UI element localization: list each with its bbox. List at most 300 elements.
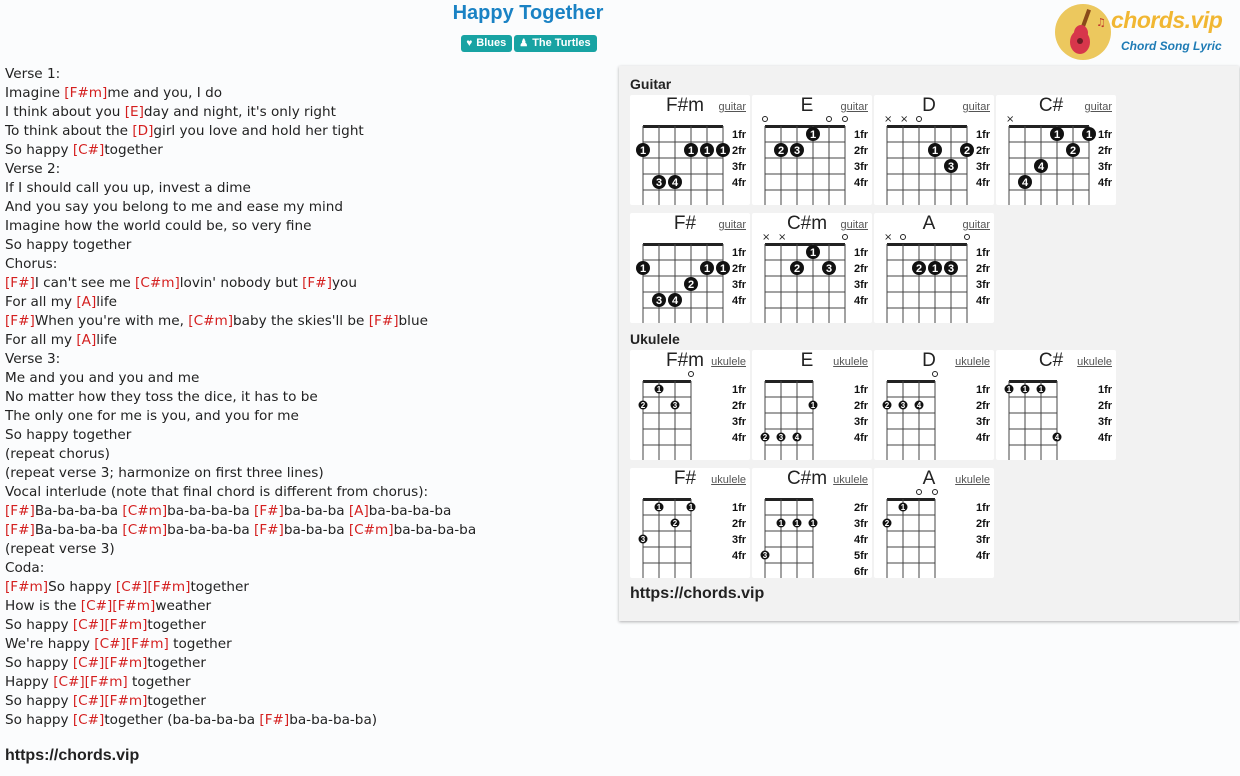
finger-number: 1 xyxy=(639,263,647,275)
chord-link[interactable]: [C#m] xyxy=(122,503,168,519)
lyric-text: together xyxy=(190,579,249,595)
lyric-line xyxy=(5,350,615,369)
lyric-text: To think about the xyxy=(5,123,133,139)
fret-number-label: 3fr xyxy=(854,416,869,428)
chord-link[interactable]: [C#][F#m] xyxy=(72,693,148,709)
fret-number-label: 4fr xyxy=(732,432,747,444)
fret-number-label: 1fr xyxy=(976,129,991,141)
chord-name: D xyxy=(922,350,936,371)
chord-link[interactable]: [C#][F#m] xyxy=(94,636,169,652)
finger-number: 1 xyxy=(778,519,784,528)
lyric-line xyxy=(5,711,615,730)
lyric-text: No matter how they toss the dice, it has to be xyxy=(5,389,318,405)
lyric-text: life xyxy=(96,332,117,348)
lyric-text: And you say you belong to me and ease my mind xyxy=(5,199,344,215)
lyric-line xyxy=(5,464,615,483)
fret-number-label: 1fr xyxy=(854,247,869,259)
lyric-text: Verse 1: xyxy=(5,66,61,82)
finger-number: 1 xyxy=(1006,385,1012,394)
lyric-text: Vocal interlude (note that final chord is different from chorus): xyxy=(5,484,429,500)
fret-number-label: 4fr xyxy=(854,534,869,546)
finger-number: 1 xyxy=(703,145,711,157)
fret-number-label: 2fr xyxy=(854,502,869,514)
lyric-text: Verse 3: xyxy=(5,351,61,367)
lyric-text: Happy xyxy=(5,674,54,690)
finger-number: 1 xyxy=(703,263,711,275)
lyric-text: So happy xyxy=(5,655,73,671)
fret-number-label: 4fr xyxy=(854,295,869,307)
instrument-link[interactable]: guitar xyxy=(718,101,746,113)
chord-name: F# xyxy=(673,213,697,234)
chord-link[interactable]: [D] xyxy=(132,123,154,139)
ukulele-section-heading: Ukulele xyxy=(630,331,680,347)
chord-link[interactable]: [C#m] xyxy=(188,313,234,329)
fret-number-label: 2fr xyxy=(976,145,991,157)
genre-tag-label: Blues xyxy=(476,37,507,49)
lyric-text: weather xyxy=(155,598,212,614)
fret-number-label: 5fr xyxy=(854,550,869,562)
finger-number: 1 xyxy=(688,503,694,512)
ukulele-chord-card[interactable] xyxy=(630,468,750,578)
chord-link[interactable]: [C#m] xyxy=(122,522,168,538)
chord-name: C# xyxy=(1038,95,1064,116)
finger-number: 1 xyxy=(931,145,939,157)
finger-number: 4 xyxy=(794,433,800,442)
site-url-panel[interactable]: https://chords.vip xyxy=(630,585,765,602)
lyric-text: For all my xyxy=(5,294,77,310)
fret-number-label: 3fr xyxy=(854,161,869,173)
song-tags xyxy=(0,35,1058,52)
instrument-link[interactable]: ukulele xyxy=(711,356,746,368)
muted-string-marker: × xyxy=(762,232,771,243)
finger-number: 4 xyxy=(1054,433,1060,442)
finger-number: 3 xyxy=(778,433,784,442)
fret-number-label: 1fr xyxy=(976,384,991,396)
chord-name: F# xyxy=(673,468,697,489)
open-string-marker xyxy=(843,117,848,122)
instrument-link[interactable]: ukulele xyxy=(955,356,990,368)
lyric-text: Chorus: xyxy=(5,256,58,272)
chord-link[interactable]: [A] xyxy=(76,294,97,310)
fret-number-label: 3fr xyxy=(854,518,869,530)
lyric-line xyxy=(5,369,615,388)
finger-number: 3 xyxy=(825,263,833,275)
site-logo[interactable] xyxy=(1053,3,1233,63)
lyric-line xyxy=(5,597,615,616)
ukulele-chord-card[interactable] xyxy=(630,350,750,460)
ukulele-chord-card[interactable] xyxy=(752,468,872,578)
fret-number-label: 2fr xyxy=(1098,145,1113,157)
fret-number-label: 3fr xyxy=(976,534,991,546)
finger-number: 2 xyxy=(672,519,678,528)
fret-number-label: 2fr xyxy=(732,518,747,530)
fret-number-label: 3fr xyxy=(976,416,991,428)
finger-number: 2 xyxy=(762,433,768,442)
fretboard-diagram xyxy=(630,213,750,323)
fretboard-diagram xyxy=(630,95,750,205)
lyric-text: me and you, I do xyxy=(107,85,223,101)
chord-link[interactable]: [F#] xyxy=(254,522,284,538)
lyric-line xyxy=(5,407,615,426)
muted-string-marker: × xyxy=(884,114,893,125)
lyric-text: together xyxy=(147,655,206,671)
finger-number: 3 xyxy=(640,535,646,544)
finger-number: 1 xyxy=(1053,129,1061,141)
chord-name: D xyxy=(922,95,936,116)
finger-number: 3 xyxy=(793,145,801,157)
finger-number: 3 xyxy=(655,177,663,189)
lyric-text: So happy together xyxy=(5,237,132,253)
fretboard-diagram xyxy=(874,213,994,323)
lyric-text: If I should call you up, invest a dime xyxy=(5,180,251,196)
chord-name: C#m xyxy=(786,468,828,489)
lyric-text: ba-ba-ba-ba xyxy=(368,503,452,519)
lyric-text: Verse 2: xyxy=(5,161,61,177)
finger-number: 2 xyxy=(884,519,890,528)
finger-number: 2 xyxy=(793,263,801,275)
fret-number-label: 2fr xyxy=(976,518,991,530)
lyric-text: together xyxy=(147,693,206,709)
fretboard-diagram xyxy=(874,350,994,460)
lyric-line xyxy=(5,502,615,521)
fret-number-label: 1fr xyxy=(1098,129,1113,141)
finger-number: 1 xyxy=(719,263,727,275)
finger-number: 3 xyxy=(947,263,955,275)
lyric-line xyxy=(5,635,615,654)
open-string-marker xyxy=(917,117,922,122)
finger-number: 1 xyxy=(656,503,662,512)
fretboard-diagram xyxy=(752,350,872,460)
chord-link[interactable]: [C#m] xyxy=(135,275,180,291)
open-string-marker xyxy=(917,490,922,495)
fret-number-label: 2fr xyxy=(854,263,869,275)
lyric-text: (repeat verse 3; harmonize on first three lines) xyxy=(5,465,324,481)
chord-link[interactable]: [C#][F#m] xyxy=(72,617,148,633)
fret-number-label: 3fr xyxy=(854,279,869,291)
finger-number: 3 xyxy=(900,401,906,410)
fret-number-label: 2fr xyxy=(854,145,869,157)
finger-number: 3 xyxy=(762,551,768,560)
fret-number-label: 1fr xyxy=(732,129,747,141)
fret-number-label: 4fr xyxy=(1098,177,1113,189)
finger-number: 1 xyxy=(1038,385,1044,394)
guitar-chord-card[interactable] xyxy=(630,95,750,205)
fret-number-label: 1fr xyxy=(976,502,991,514)
fret-number-label: 2fr xyxy=(854,400,869,412)
site-url-footer[interactable]: https://chords.vip xyxy=(5,747,140,764)
chord-name: E xyxy=(800,95,814,116)
instrument-link[interactable]: ukulele xyxy=(833,474,868,486)
finger-number: 2 xyxy=(963,145,971,157)
lyric-line xyxy=(5,388,615,407)
chord-link[interactable]: [F#] xyxy=(5,503,35,519)
finger-number: 3 xyxy=(672,401,678,410)
muted-string-marker: × xyxy=(1006,114,1015,125)
fret-number-label: 2fr xyxy=(976,400,991,412)
lyric-text: life xyxy=(96,294,117,310)
chord-link[interactable]: [C#][F#m] xyxy=(80,598,156,614)
fret-number-label: 4fr xyxy=(732,550,747,562)
finger-number: 2 xyxy=(687,279,695,291)
fret-number-label: 2fr xyxy=(1098,400,1113,412)
fret-number-label: 4fr xyxy=(976,177,991,189)
lyric-text: So happy xyxy=(48,579,116,595)
instrument-link[interactable]: ukulele xyxy=(955,474,990,486)
lyric-text: together (ba-ba-ba-ba xyxy=(104,712,260,728)
lyric-line xyxy=(5,160,615,179)
guitar-chord-card[interactable] xyxy=(996,95,1116,205)
heart-icon: ♥ xyxy=(466,38,473,49)
fret-number-label: 4fr xyxy=(976,432,991,444)
ukulele-chord-card[interactable] xyxy=(874,468,994,578)
lyric-line xyxy=(5,236,615,255)
logo-subtitle: Chord Song Lyric xyxy=(1121,39,1222,53)
lyric-line xyxy=(5,540,615,559)
lyric-text: When you're with me, xyxy=(34,313,189,329)
lyric-text: Ba-ba-ba-ba xyxy=(34,522,123,538)
lyric-text: ba-ba-ba xyxy=(283,522,349,538)
guitar-section-heading: Guitar xyxy=(630,76,672,92)
lyric-text: So happy xyxy=(5,617,73,633)
chord-link[interactable]: [C#][F#m] xyxy=(53,674,128,690)
chord-link[interactable]: [F#] xyxy=(302,275,332,291)
fretboard-diagram xyxy=(996,95,1116,205)
open-string-marker xyxy=(843,235,848,240)
fret-number-label: 1fr xyxy=(732,384,747,396)
finger-number: 2 xyxy=(915,263,923,275)
open-string-marker xyxy=(933,372,938,377)
fret-number-label: 1fr xyxy=(854,129,869,141)
lyric-text: together xyxy=(168,636,232,652)
lyric-line xyxy=(5,65,615,84)
lyric-text: How is the xyxy=(5,598,81,614)
artist-tag-label: The Turtles xyxy=(532,37,591,49)
fret-number-label: 1fr xyxy=(976,247,991,259)
finger-number: 2 xyxy=(777,145,785,157)
lyric-line xyxy=(5,426,615,445)
fretboard-diagram xyxy=(874,95,994,205)
lyric-text: (repeat verse 3) xyxy=(5,541,115,557)
lyrics-body xyxy=(5,65,615,730)
lyric-text: The only one for me is you, and you for me xyxy=(5,408,299,424)
lyric-text: So happy together xyxy=(5,427,132,443)
guitar-chord-card[interactable] xyxy=(752,213,872,323)
lyric-line xyxy=(5,103,615,122)
lyric-text: together xyxy=(147,617,206,633)
lyric-text: blue xyxy=(398,313,428,329)
lyric-text: For all my xyxy=(5,332,77,348)
chord-diagram-panel xyxy=(619,66,1239,621)
instrument-link[interactable]: ukulele xyxy=(833,356,868,368)
instrument-link[interactable]: ukulele xyxy=(711,474,746,486)
guitar-logo-icon xyxy=(1055,4,1111,60)
finger-number: 4 xyxy=(671,295,679,307)
chord-link[interactable]: [F#m] xyxy=(5,579,49,595)
lyric-text: Imagine how the world could be, so very fine xyxy=(5,218,312,234)
chord-link[interactable]: [F#] xyxy=(5,275,35,291)
fret-number-label: 3fr xyxy=(732,534,747,546)
chord-link[interactable]: [A] xyxy=(348,503,369,519)
guitar-chord-card[interactable] xyxy=(630,213,750,323)
chord-link[interactable]: [F#] xyxy=(368,313,399,329)
fret-number-label: 3fr xyxy=(1098,161,1113,173)
fretboard-diagram xyxy=(630,350,750,460)
lyric-line xyxy=(5,217,615,236)
ukulele-chord-card[interactable] xyxy=(874,350,994,460)
lyric-text: together xyxy=(104,142,163,158)
chord-link[interactable]: [F#] xyxy=(5,522,35,538)
chord-name: F#m xyxy=(666,95,704,116)
instrument-link[interactable]: guitar xyxy=(718,219,746,231)
finger-number: 1 xyxy=(794,519,800,528)
lyric-line xyxy=(5,445,615,464)
instrument-link[interactable]: guitar xyxy=(840,219,868,231)
finger-number: 4 xyxy=(916,401,922,410)
open-string-marker xyxy=(933,490,938,495)
fretboard-diagram xyxy=(752,213,872,323)
fret-number-label: 1fr xyxy=(732,247,747,259)
finger-number: 2 xyxy=(640,401,646,410)
ukulele-chord-card[interactable] xyxy=(996,350,1116,460)
finger-number: 1 xyxy=(1022,385,1028,394)
chord-link[interactable]: [C#] xyxy=(72,712,105,728)
fret-number-label: 4fr xyxy=(732,177,747,189)
finger-number: 1 xyxy=(900,503,906,512)
instrument-link[interactable]: ukulele xyxy=(1077,356,1112,368)
chord-name: C#m xyxy=(786,213,828,234)
guitar-chord-card[interactable] xyxy=(874,213,994,323)
fret-number-label: 4fr xyxy=(854,177,869,189)
lyric-text: ba-ba-ba-ba xyxy=(167,522,255,538)
ukulele-chord-card[interactable] xyxy=(752,350,872,460)
fretboard-diagram xyxy=(874,468,994,578)
lyric-line xyxy=(5,122,615,141)
lyric-text: you xyxy=(331,275,357,291)
lyric-text: Coda: xyxy=(5,560,45,576)
open-string-marker xyxy=(965,235,970,240)
fret-number-label: 3fr xyxy=(732,161,747,173)
chord-link[interactable]: [C#][F#m] xyxy=(72,655,148,671)
lyric-line xyxy=(5,312,615,331)
finger-number: 1 xyxy=(687,145,695,157)
open-string-marker xyxy=(689,372,694,377)
open-string-marker xyxy=(763,117,768,122)
guitar-chord-card[interactable] xyxy=(752,95,872,205)
lyric-line xyxy=(5,293,615,312)
lyric-line xyxy=(5,616,615,635)
finger-number: 1 xyxy=(809,247,817,259)
lyric-line xyxy=(5,255,615,274)
lyric-line xyxy=(5,274,615,293)
lyric-text: So happy xyxy=(5,693,73,709)
open-string-marker xyxy=(901,235,906,240)
chord-name: F#m xyxy=(666,350,704,371)
lyric-text: So happy xyxy=(5,142,73,158)
lyric-text: Imagine xyxy=(5,85,65,101)
instrument-link[interactable]: guitar xyxy=(962,219,990,231)
lyric-line xyxy=(5,141,615,160)
fret-number-label: 1fr xyxy=(854,384,869,396)
lyric-text: ba-ba-ba-ba) xyxy=(289,712,378,728)
fret-number-label: 1fr xyxy=(1098,384,1113,396)
lyric-line xyxy=(5,84,615,103)
fret-number-label: 3fr xyxy=(732,416,747,428)
logo-text: chords.vip xyxy=(1111,7,1223,33)
finger-number: 1 xyxy=(810,401,816,410)
instrument-link[interactable]: guitar xyxy=(962,101,990,113)
chord-link[interactable]: [A] xyxy=(76,332,97,348)
chord-link[interactable]: [F#] xyxy=(5,313,35,329)
finger-number: 4 xyxy=(671,177,679,189)
artist-tag[interactable] xyxy=(514,35,596,52)
chord-name: C# xyxy=(1038,350,1064,371)
finger-number: 1 xyxy=(1085,129,1093,141)
finger-number: 1 xyxy=(931,263,939,275)
finger-number: 4 xyxy=(1037,161,1045,173)
lyric-line xyxy=(5,198,615,217)
fret-number-label: 2fr xyxy=(976,263,991,275)
lyric-text: lovin' nobody but xyxy=(179,275,303,291)
lyric-text: baby the skies'll be xyxy=(233,313,369,329)
lyric-text: ba-ba-ba-ba xyxy=(167,503,255,519)
finger-number: 1 xyxy=(639,145,647,157)
lyric-text: girl you love and hold her tight xyxy=(153,123,364,139)
fretboard-diagram xyxy=(630,468,750,578)
finger-number: 2 xyxy=(1069,145,1077,157)
finger-number: 1 xyxy=(809,129,817,141)
lyric-line xyxy=(5,483,615,502)
lyric-line xyxy=(5,331,615,350)
finger-number: 3 xyxy=(947,161,955,173)
chord-link[interactable]: [F#] xyxy=(259,712,290,728)
fret-number-label: 4fr xyxy=(732,295,747,307)
fret-number-label: 6fr xyxy=(854,566,869,578)
guitar-chord-card[interactable] xyxy=(874,95,994,205)
chord-link[interactable]: [C#m] xyxy=(348,522,394,538)
user-icon: ♟ xyxy=(519,38,529,49)
muted-string-marker: × xyxy=(884,232,893,243)
fret-number-label: 2fr xyxy=(732,400,747,412)
chord-name: A xyxy=(922,468,936,489)
fretboard-diagram xyxy=(752,468,872,578)
chord-link[interactable]: [F#m] xyxy=(64,85,108,101)
muted-string-marker: × xyxy=(778,232,787,243)
chord-name: E xyxy=(800,350,814,371)
chord-link[interactable]: [F#] xyxy=(254,503,284,519)
lyric-line xyxy=(5,578,615,597)
fret-number-label: 1fr xyxy=(732,502,747,514)
fret-number-label: 4fr xyxy=(1098,432,1113,444)
open-string-marker xyxy=(827,117,832,122)
lyric-text: (repeat chorus) xyxy=(5,446,110,462)
finger-number: 4 xyxy=(1021,177,1029,189)
lyric-line xyxy=(5,521,615,540)
lyric-text: ba-ba-ba-ba xyxy=(393,522,477,538)
fret-number-label: 2fr xyxy=(732,145,747,157)
chord-link[interactable]: [C#] xyxy=(72,142,105,158)
chord-link[interactable]: [C#][F#m] xyxy=(115,579,191,595)
genre-tag[interactable] xyxy=(461,35,512,52)
fretboard-diagram xyxy=(996,350,1116,460)
lyric-line xyxy=(5,179,615,198)
finger-number: 1 xyxy=(719,145,727,157)
instrument-link[interactable]: guitar xyxy=(840,101,868,113)
lyric-text: together xyxy=(127,674,191,690)
finger-number: 3 xyxy=(655,295,663,307)
instrument-link[interactable]: guitar xyxy=(1084,101,1112,113)
chord-link[interactable]: [E] xyxy=(124,104,144,120)
fretboard-diagram xyxy=(752,95,872,205)
